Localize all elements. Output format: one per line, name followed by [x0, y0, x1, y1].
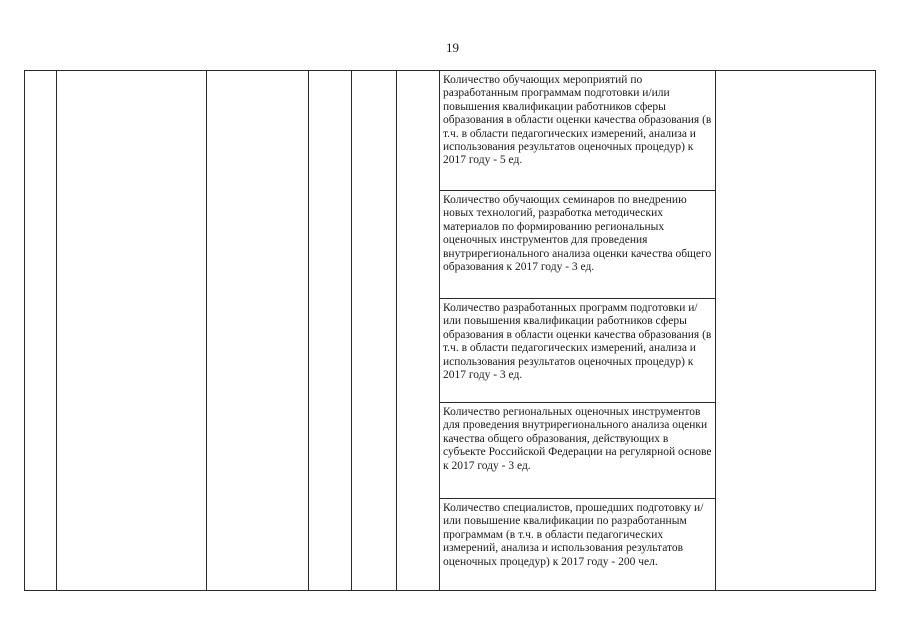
- column-1-cell: [25, 71, 57, 591]
- indicator-cell: Количество обучающих семинаров по внедрению новых технологий, разработка методических материалов по формированию региональных оценочных инструментов для проведения внутрирегионального анализа оценки качества общего образования к 2017 году - 3 ед.: [440, 191, 716, 299]
- indicator-cell: Количество обучающих мероприятий по разработанным программам подготовки и/или повышения квалификации работников сферы образования в области оценки качества образования (в т.ч. в области педагогических измерений, анализа и использования результатов оценочных процедур) к 2017 году - 5 ед.: [440, 71, 716, 191]
- column-6-cell: [397, 71, 440, 591]
- indicators-table: [24, 70, 876, 591]
- column-5-cell: [352, 71, 397, 591]
- column-2-cell: [57, 71, 207, 591]
- table-row: [25, 71, 876, 191]
- column-3-cell: [207, 71, 309, 591]
- indicator-cell: Количество специалистов, прошедших подготовку и/или повышение квалификации по разработанным программам (в т.ч. в области педагогических измерений, анализа и использования результатов оценочных процедур) к 2017 году - 200 чел.: [440, 499, 716, 591]
- page-number: 19: [446, 40, 459, 55]
- column-4-cell: [309, 71, 352, 591]
- column-8-cell: [716, 71, 876, 591]
- indicator-cell: Количество разработанных программ подготовки и/или повышения квалификации работников сферы образования в области оценки качества образования (в т.ч. в области педагогических измерений, анализа и использования результатов оценочных процедур) к 2017 году - 3 ед.: [440, 299, 716, 403]
- indicator-cell: Количество региональных оценочных инструментов для проведения внутрирегионального анализа оценки качества общего образования, действующих в субъекте Российской Федерации на регулярной основе к 2017 году - 3 ед.: [440, 403, 716, 499]
